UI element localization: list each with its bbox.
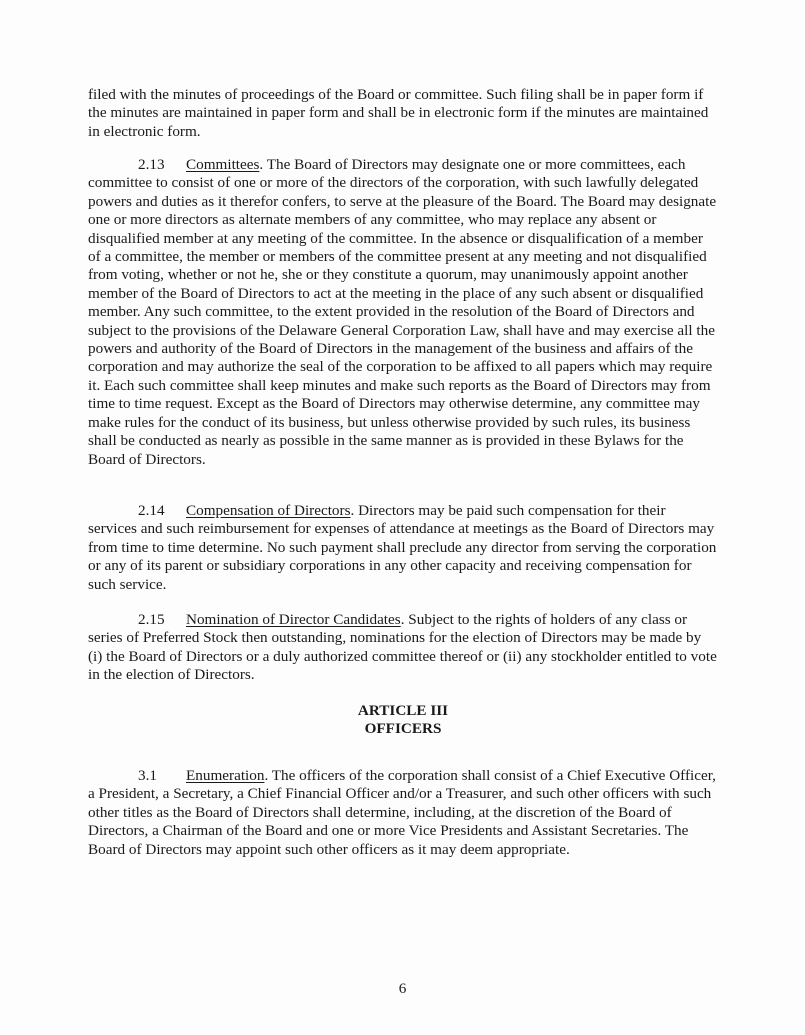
section-number: 2.14: [138, 502, 165, 519]
article-heading: ARTICLE III: [357, 702, 449, 719]
section-number: 2.15: [138, 611, 165, 628]
section-3-1: [88, 767, 718, 859]
section-title: Committees: [186, 156, 260, 173]
section-2-14: [88, 502, 718, 594]
section-number: 3.1: [138, 767, 157, 784]
section-2-15: [88, 611, 718, 685]
section-body: . The officers of the corporation shall consist of a Chief Executive Officer, a President, a Secretary, a Chief Financial Officer and/or a Treasurer, and such other officers with such other titles as the Board of Directors shall determine, including, at the discretion of the Board of Directors, a Chairman of the Board and one or more Vice Presidents and Assistant Secretaries. The Board of Directors may appoint such other officers as it may deem appropriate.: [88, 767, 716, 858]
page-number: 6: [398, 980, 407, 997]
carryover-paragraph: filed with the minutes of proceedings of the Board or committee. Such filing shall be in paper form if the minutes are maintained in paper form and shall be in electronic form if the minutes are maintained in electronic form.: [88, 86, 709, 140]
section-2-13: [88, 156, 718, 469]
section-body: . The Board of Directors may designate one or more committees, each committee to consist of one or more of the directors of the corporation, with such lawfully delegated powers and duties as it therefor confers, to serve at the pleasure of the Board. The Board may designate one or more directors as alternate members of any committee, who may replace any absent or disqualified member at any meeting of the committee. In the absence or disqualification of a member of a committee, the member or members of the committee present at any meeting and not disqualified from voting, whether or not he, she or they constitute a quorum, may unanimously appoint another member of the Board of Directors to act at the meeting in the place of any such absent or disqualified member. Any such committee, to the extent provided in the resolution of the Board of Directors and subject to the provisions of the Delaware General Corporation Law, shall have and may exercise all the powers and authority of the Board of Directors in the management of the business and affairs of the corporation and may authorize the seal of the corporation to be affixed to all papers which may require it. Each such committee shall keep minutes and make such reports as the Board of Directors may from time to time request. Except as the Board of Directors may otherwise determine, any committee may make rules for the conduct of its business, but unless otherwise provided by such rules, its business shall be conducted as nearly as possible in the same manner as is provided in these Bylaws for the Board of Directors.: [88, 156, 717, 468]
section-title: Nomination of Director Candidates: [186, 611, 401, 628]
section-title: Compensation of Directors: [186, 502, 351, 519]
section-body: . Subject to the rights of holders of any class or series of Preferred Stock then outstanding, nominations for the election of Directors may be made by (i) the Board of Directors or a duly authorized committee thereof or (ii) any stockholder entitled to vote in the election of Directors.: [88, 611, 717, 684]
section-body: . Directors may be paid such compensation for their services and such reimbursement for expenses of attendance at meetings as the Board of Directors may from time to time determine. No such payment shall preclude any director from serving the corporation or any of its parent or subsidiary corporations in any other capacity and receiving compensation for such service.: [88, 502, 717, 593]
article-subheading: OFFICERS: [364, 720, 442, 737]
section-number: 2.13: [138, 156, 165, 173]
section-title: Enumeration: [186, 767, 265, 784]
